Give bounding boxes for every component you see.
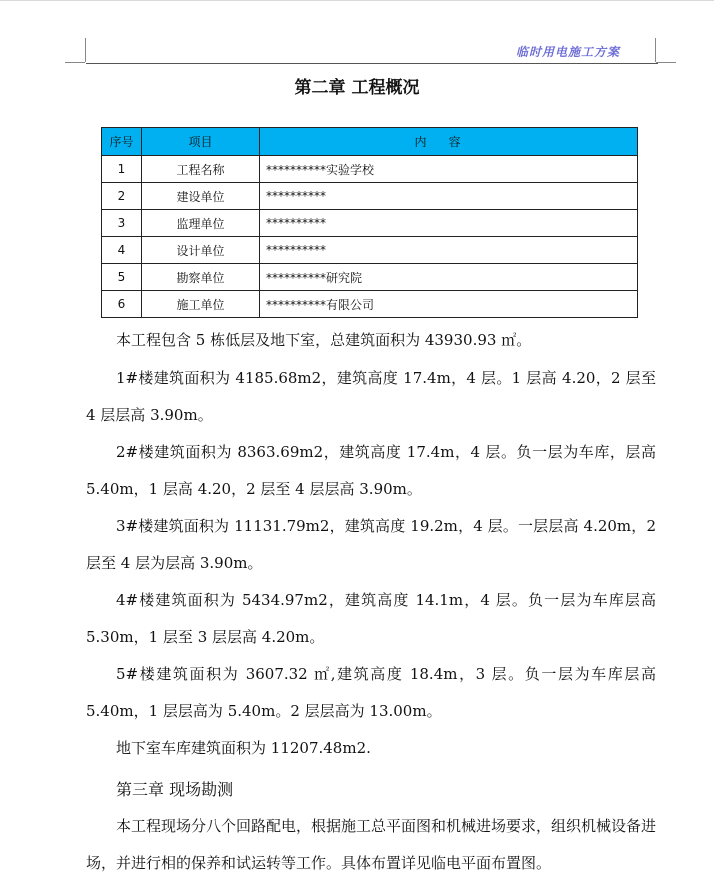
- header-rule: [86, 63, 658, 64]
- paragraph-building-2: 2#楼建筑面积为 8363.69m2，建筑高度 17.4m，4 层。负一层为车库，层高 5.40m，1 层高 4.20，2 层至 4 层层高 3.90m。: [86, 443, 656, 498]
- cell-content: **********研究院: [260, 264, 638, 291]
- paragraph-site-survey: 本工程现场分八个回路配电，根据施工总平面图和机械进场要求，组织机械设备进场，并进行相的保养和试运转等工作。具体布置详见临电平面布置图。: [86, 817, 657, 872]
- cell-content: **********实验学校: [260, 156, 638, 183]
- table-row: [102, 156, 638, 183]
- cell-no: 4: [102, 237, 142, 264]
- cell-item: 建设单位: [142, 183, 260, 210]
- header-item: 项目: [142, 128, 260, 156]
- table-row: [102, 291, 638, 318]
- table-row: [102, 237, 638, 264]
- cell-content: **********: [260, 210, 638, 237]
- crop-mark-left: [85, 38, 86, 62]
- paragraph-building-4: 4#楼建筑面积为 5434.97m2，建筑高度 14.1m，4 层。负一层为车库层高 5.30m，1 层至 3 层层高 4.20m。: [86, 591, 656, 646]
- paragraph-total-area: 本工程包含 5 栋低层及地下室，总建筑面积为 43930.93 ㎡。: [116, 331, 532, 349]
- header-content: 内容: [260, 128, 638, 156]
- table-row: [102, 210, 638, 237]
- page-header-title: 临时用电施工方案: [515, 45, 620, 59]
- cell-item: 监理单位: [142, 210, 260, 237]
- crop-mark-right-horizontal: [656, 62, 676, 63]
- cell-no: 2: [102, 183, 142, 210]
- crop-mark-left-horizontal: [65, 62, 85, 63]
- chapter-3-title: 第三章 现场勘测: [116, 780, 234, 799]
- project-overview-table: [101, 127, 638, 318]
- paragraph-building-3: 3#楼建筑面积为 11131.79m2，建筑高度 19.2m，4 层。一层层高 4.20m，2 层至 4 层为层高 3.90m。: [86, 517, 656, 572]
- paragraph-building-5: 5#楼建筑面积为 3607.32 ㎡,建筑高度 18.4m，3 层。负一层为车库层高 5.40m，1 层层高为 5.40m。2 层层高为 13.00m。: [86, 665, 656, 720]
- header-no: 序号: [102, 128, 142, 156]
- cell-no: 5: [102, 264, 142, 291]
- cell-item: 工程名称: [142, 156, 260, 183]
- cell-no: 6: [102, 291, 142, 318]
- cell-content: **********: [260, 183, 638, 210]
- paragraph-basement: 地下室车库建筑面积为 11207.48m2.: [116, 739, 371, 757]
- table-row: [102, 183, 638, 210]
- paragraph-building-1: 1#楼建筑面积为 4185.68m2，建筑高度 17.4m，4 层。1 层高 4.20，2 层至 4 层层高 3.90m。: [86, 369, 656, 424]
- cell-content: **********有限公司: [260, 291, 638, 318]
- cell-content: **********: [260, 237, 638, 264]
- table-header-row: [102, 128, 638, 156]
- crop-mark-right: [655, 38, 656, 62]
- page-top-border: [0, 0, 714, 1]
- cell-item: 施工单位: [142, 291, 260, 318]
- cell-no: 3: [102, 210, 142, 237]
- cell-item: 设计单位: [142, 237, 260, 264]
- chapter-2-title: 第二章 工程概况: [294, 78, 420, 98]
- cell-item: 勘察单位: [142, 264, 260, 291]
- table-row: [102, 264, 638, 291]
- cell-no: 1: [102, 156, 142, 183]
